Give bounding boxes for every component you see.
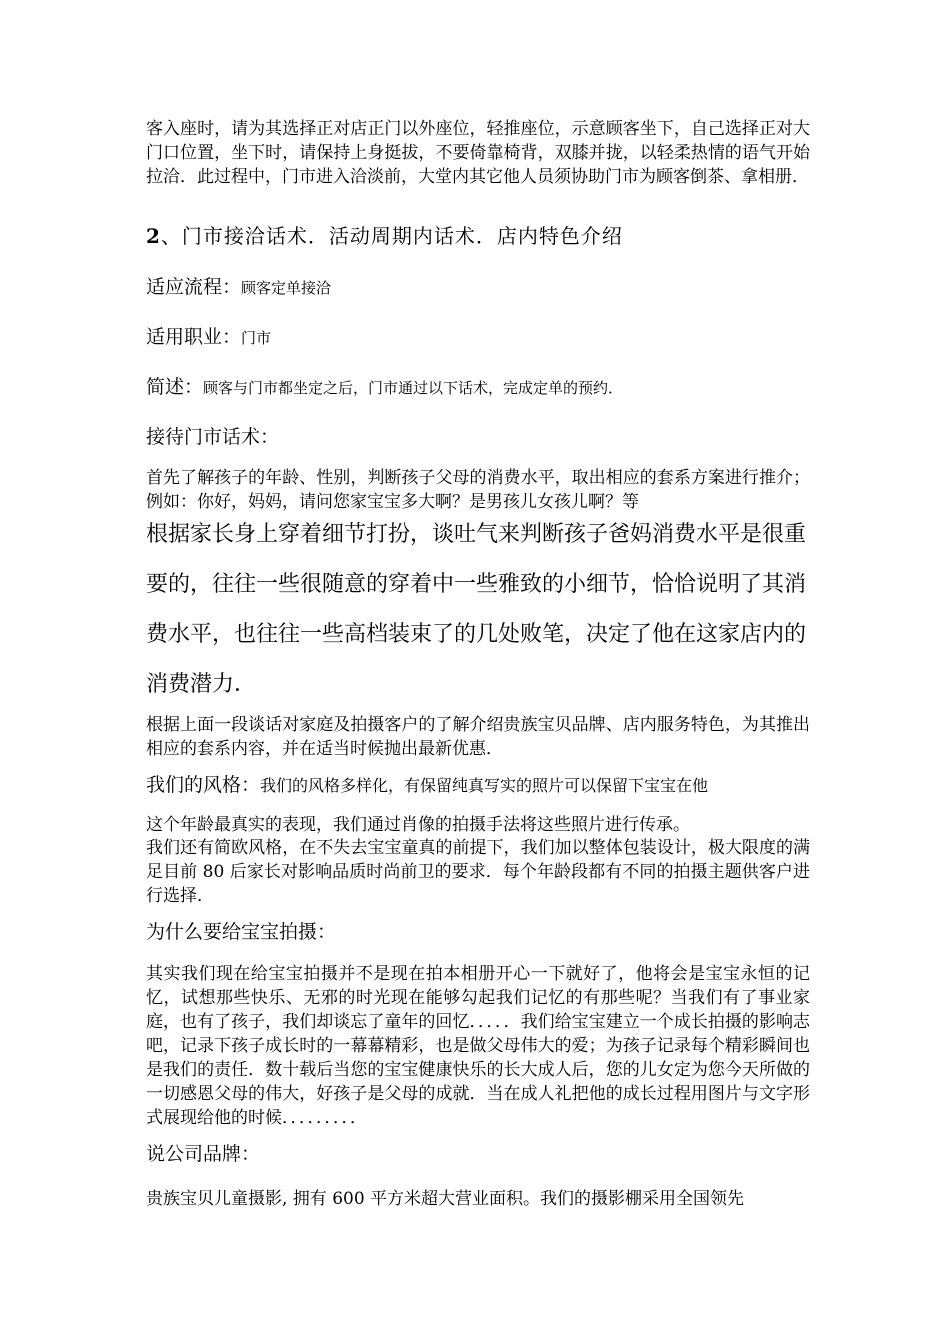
summary-line <box>146 374 810 401</box>
big-line-3: 费水平，也往往一些高档装束了的几处败笔，决定了他在这家店内的 <box>146 622 807 647</box>
brand-intro-paragraph: 根据上面一段谈话对家庭及拍摄客户的了解介绍贵族宝贝品牌、店内服务特色，为其推出相应的套系内容，并在适当时候抛出最新优惠． <box>146 715 810 759</box>
why-paragraph: 其实我们现在给宝宝拍摄并不是现在拍本相册开心一下就好了，他将会是宝宝永恒的记忆，试想那些快乐、无邪的时光现在能够勾起我们记忆的有那些呢？当我们有了事业家庭，也有了孩子，我们却谈忘了童年的回忆．．．．．我们给宝宝建立一个成长拍摄的影响志吧，记录下孩子成长时的一幕幕精彩，也是做父母伟大的爱；为孩子记录每个精彩瞬间也是我们的责任．数十载后当您的宝宝健康快乐的长大成人后，您的儿女定为您今天所做的一切感恩父母的伟大，好孩子是父母的成就．当在成人礼把他的成长过程用图片与文字形式展现给他的时候．．．．．．．．． <box>146 964 810 1128</box>
process-line <box>146 274 810 301</box>
process-label: 适应流程： <box>146 276 242 298</box>
brand-heading: 说公司品牌： <box>146 1143 261 1165</box>
section-number: 2 <box>146 224 161 248</box>
big-line-1: 根据家长身上穿着细节打扮，谈吐气来判断孩子爸妈消费水平是很重 <box>146 522 807 547</box>
summary-label: 简述： <box>146 376 204 398</box>
big-line-4: 消费潜力． <box>146 672 257 697</box>
style-paragraph: 我们还有简欧风格，在不失去宝宝童真的前提下，我们加以整体包装设计，极大限度的满足目前 80 后家长对影响品质时尚前卫的要求．每个年龄段都有不同的拍摄主题供客户进行选择． <box>146 838 810 906</box>
style-line-2: 这个年龄最真实的表现，我们通过肖像的拍摄手法将这些照片进行传承。 <box>146 815 690 835</box>
style-line <box>146 772 810 799</box>
brand-paragraph: 贵族宝贝儿童摄影, 拥有 600 平方米超大营业面积。我们的摄影棚采用全国领先 <box>146 1189 745 1209</box>
section-2-heading <box>146 222 810 250</box>
role-value: 门市 <box>241 329 272 347</box>
role-line <box>146 324 810 351</box>
role-label: 适用职业： <box>146 326 242 348</box>
style-label: 我们的风格： <box>146 774 261 796</box>
why-heading: 为什么要给宝宝拍摄： <box>146 921 337 943</box>
summary-value: 顾客与门市都坐定之后，门市通过以下话术，完成定单的预约． <box>203 379 624 397</box>
reception-heading: 接待门市话术： <box>146 426 280 448</box>
process-value: 顾客定单接洽 <box>241 279 332 297</box>
big-line-2: 要的，往往一些很随意的穿着中一些雅致的小细节，恰恰说明了其消 <box>146 572 807 597</box>
reception-paragraph: 首先了解孩子的年龄、性别，判断孩子父母的消费水平，取出相应的套系方案进行推介；例如：你好，妈妈，请问您家宝宝多大啊？是男孩儿女孩儿啊？等 <box>146 468 810 512</box>
style-line-1: 我们的风格多样化，有保留纯真写实的照片可以保留下宝宝在他 <box>260 776 709 795</box>
intro-paragraph: 客入座时，请为其选择正对店正门以外座位，轻推座位，示意顾客坐下，自己选择正对大门口位置，坐下时，请保持上身挺拔，不要倚靠椅背，双膝并拢，以轻柔热情的语气开始拉洽．此过程中，门市进入洽淡前，大堂内其它他人员须协助门市为顾客倒茶、拿相册． <box>146 119 810 187</box>
section-title: 、门市接洽话术．活动周期内话术．店内特色介绍 <box>160 224 623 248</box>
